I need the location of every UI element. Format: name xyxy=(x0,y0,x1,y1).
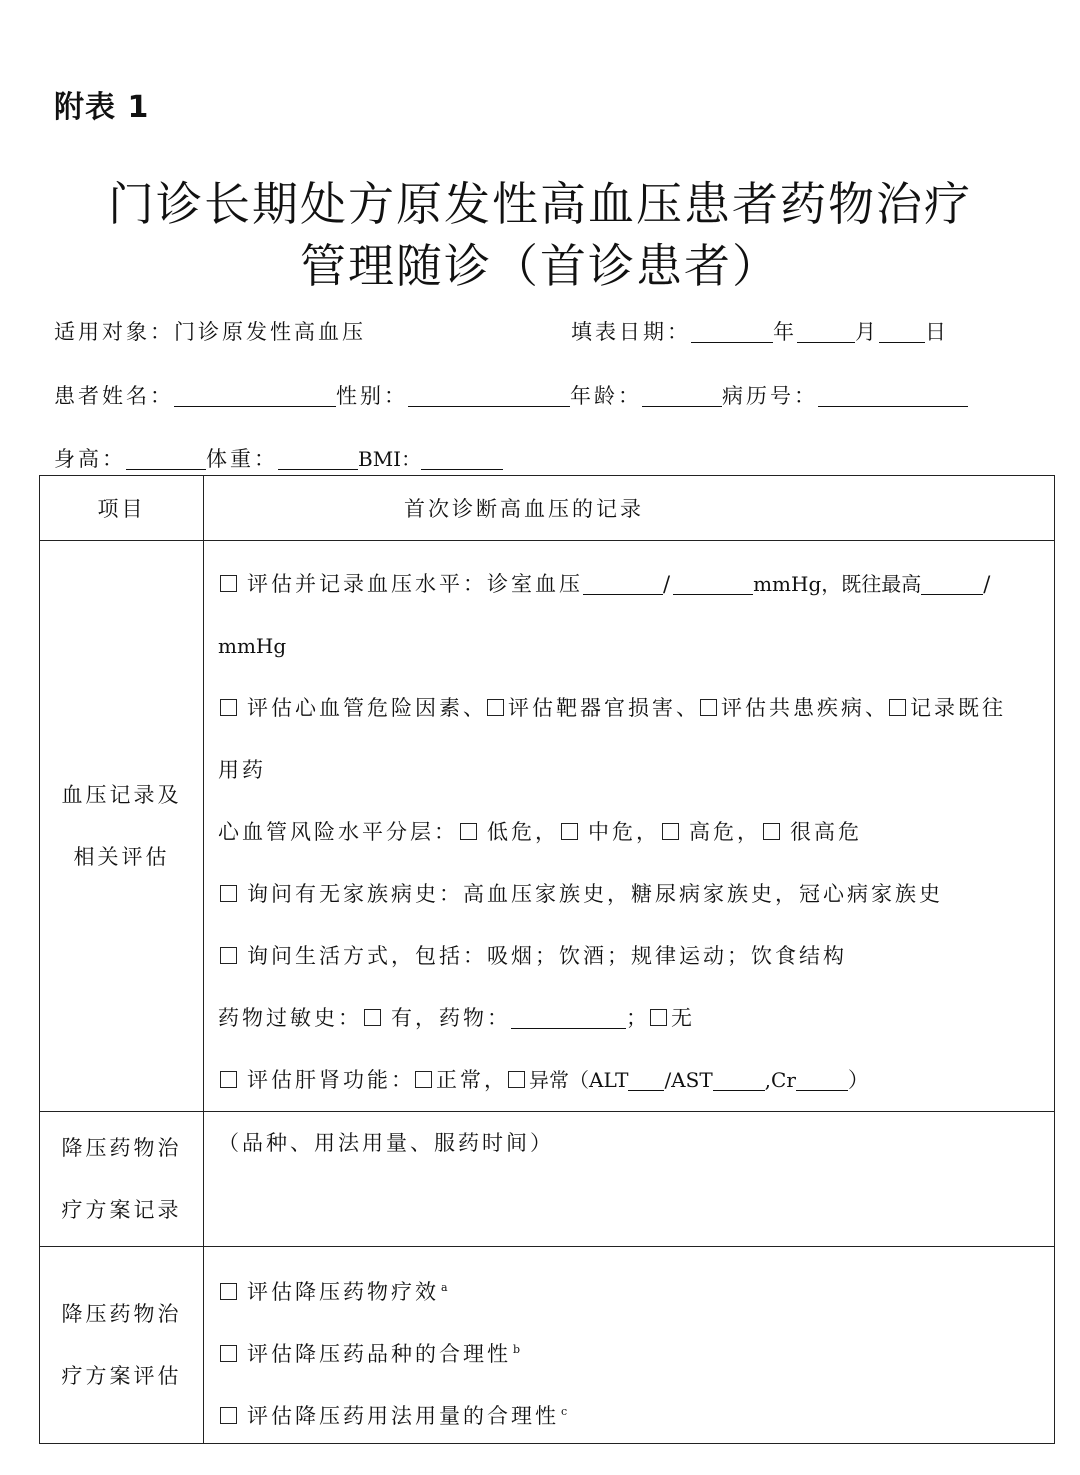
footnote-b: b xyxy=(513,1343,524,1356)
risk-low-checkbox[interactable] xyxy=(460,823,477,840)
footnote-c: c xyxy=(561,1405,571,1418)
max-bp-slash: / xyxy=(983,572,994,596)
table-header-row xyxy=(40,476,1055,541)
risk-low-text: 低危， xyxy=(487,820,559,844)
allergy-no-text: 无 xyxy=(671,1006,695,1030)
eval-dosage-text: 评估降压药用法用量的合理性 xyxy=(247,1404,559,1428)
prior-meds-text: 记录既往 xyxy=(910,696,1006,720)
bp-level-line xyxy=(218,553,1054,615)
prior-meds-checkbox[interactable] xyxy=(889,699,906,716)
eval-dosage-checkbox[interactable] xyxy=(220,1407,237,1424)
bmi-blank[interactable] xyxy=(421,449,503,470)
age-blank[interactable] xyxy=(642,386,722,407)
target-text: 适用对象：门诊原发性高血压 xyxy=(54,320,366,344)
gender-blank[interactable] xyxy=(408,386,570,407)
date-label: 填表日期： xyxy=(571,320,691,344)
bp-slash: / xyxy=(663,572,674,596)
cr-blank[interactable] xyxy=(796,1070,848,1091)
normal-checkbox[interactable] xyxy=(415,1071,432,1088)
allergy-line xyxy=(218,987,1054,1049)
date-field xyxy=(571,316,949,346)
year-blank[interactable] xyxy=(691,322,773,343)
header-item: 项目 xyxy=(97,497,146,521)
followup-table xyxy=(39,475,1055,1444)
section-eval-content xyxy=(204,1247,1055,1444)
target-organ-checkbox[interactable] xyxy=(487,699,504,716)
record-no-blank[interactable] xyxy=(818,386,968,407)
normal-text: 正常， xyxy=(436,1068,508,1092)
section-plan-content xyxy=(204,1112,1055,1247)
eval-dosage-line xyxy=(218,1381,1054,1443)
family-history-line xyxy=(218,863,1054,925)
section-bp-content xyxy=(204,541,1055,1112)
office-bp-sys-blank[interactable] xyxy=(583,574,663,595)
abnormal-alt-text: 异常（ALT xyxy=(529,1068,629,1092)
eval-variety-checkbox[interactable] xyxy=(220,1345,237,1362)
allergy-no-checkbox[interactable] xyxy=(650,1009,667,1026)
eval-efficacy-checkbox[interactable] xyxy=(220,1283,237,1300)
lifestyle-line xyxy=(218,925,1054,987)
page-title-line-2: 管理随诊（首诊患者） xyxy=(300,239,780,293)
section-plan-label xyxy=(40,1112,204,1247)
age-label: 年龄： xyxy=(570,384,642,408)
liver-kidney-checkbox[interactable] xyxy=(220,1071,237,1088)
comorbid-text: 评估共患疾病、 xyxy=(721,696,889,720)
allergy-drug-blank[interactable] xyxy=(511,1008,626,1029)
section-eval-label xyxy=(40,1247,204,1444)
allergy-label: 药物过敏史： xyxy=(218,1006,362,1030)
bmi-label: BMI： xyxy=(358,447,422,471)
section-eval-label-2: 疗方案评估 xyxy=(61,1364,182,1388)
height-blank[interactable] xyxy=(126,449,206,470)
month-blank[interactable] xyxy=(797,322,855,343)
lifestyle-text: 询问生活方式，包括：吸烟；饮酒；规律运动；饮食结构 xyxy=(247,944,847,968)
mmhg-unit: mmHg xyxy=(218,634,287,658)
patient-info-row xyxy=(54,380,968,410)
risk-mid-checkbox[interactable] xyxy=(561,823,578,840)
section-eval-row xyxy=(40,1247,1055,1444)
day-blank[interactable] xyxy=(879,322,925,343)
risk-label: 心血管风险水平分层： xyxy=(218,820,458,844)
max-bp-sys-blank[interactable] xyxy=(921,574,983,595)
footnote-a: a xyxy=(441,1281,451,1294)
appendix-label: 附表 1 xyxy=(54,90,150,125)
mmhg-max-text: mmHg，既往最高 xyxy=(753,572,922,596)
eval-efficacy-line xyxy=(218,1257,1054,1319)
cr-text: ,Cr xyxy=(764,1068,796,1092)
eval-efficacy-text: 评估降压药物疗效 xyxy=(247,1280,439,1304)
ast-blank[interactable] xyxy=(713,1070,765,1091)
section-bp-label-2: 相关评估 xyxy=(73,845,170,869)
abnormal-checkbox[interactable] xyxy=(508,1071,525,1088)
alt-blank[interactable] xyxy=(628,1070,664,1091)
page-title-line-1: 门诊长期处方原发性高血压患者药物治疗 xyxy=(108,177,972,231)
target-organ-text: 评估靶器官损害、 xyxy=(508,696,700,720)
section-bp-label-1: 血压记录及 xyxy=(61,783,182,807)
assessment-line xyxy=(218,677,1054,739)
header-item-cell xyxy=(40,476,204,541)
gender-label: 性别： xyxy=(336,384,408,408)
risk-very-high-text: 很高危 xyxy=(790,820,862,844)
risk-very-high-checkbox[interactable] xyxy=(763,823,780,840)
allergy-yes-text: 有，药物： xyxy=(391,1006,511,1030)
eval-variety-text: 评估降压药品种的合理性 xyxy=(247,1342,511,1366)
allergy-yes-checkbox[interactable] xyxy=(364,1009,381,1026)
cv-factors-text: 评估心血管危险因素、 xyxy=(247,696,487,720)
weight-blank[interactable] xyxy=(278,449,358,470)
bp-level-text: 评估并记录血压水平：诊室血压 xyxy=(247,572,583,596)
close-paren: ） xyxy=(847,1068,872,1092)
bp-level-checkbox[interactable] xyxy=(220,575,237,592)
weight-label: 体重： xyxy=(206,447,278,471)
liver-kidney-line xyxy=(218,1049,1054,1111)
office-bp-dia-blank[interactable] xyxy=(673,574,753,595)
header-record: 首次诊断高血压的记录 xyxy=(404,497,644,521)
risk-high-text: 高危， xyxy=(689,820,761,844)
day-label: 日 xyxy=(925,320,949,344)
section-plan-label-2: 疗方案记录 xyxy=(61,1198,182,1222)
plan-hint: （品种、用法用量、服药时间） xyxy=(218,1131,554,1155)
ast-text: /AST xyxy=(664,1068,713,1092)
family-history-checkbox[interactable] xyxy=(220,885,237,902)
section-plan-label-1: 降压药物治 xyxy=(61,1136,182,1160)
prior-meds-cont: 用药 xyxy=(218,758,266,782)
comorbid-checkbox[interactable] xyxy=(700,699,717,716)
liver-kidney-text: 评估肝肾功能： xyxy=(247,1068,415,1092)
month-label: 月 xyxy=(855,320,879,344)
section-bp-label xyxy=(40,541,204,1112)
year-label: 年 xyxy=(773,320,797,344)
lifestyle-checkbox[interactable] xyxy=(220,947,237,964)
allergy-semicolon: ； xyxy=(626,1006,650,1030)
height-label: 身高： xyxy=(54,447,126,471)
cv-factors-checkbox[interactable] xyxy=(220,699,237,716)
section-bp-row xyxy=(40,541,1055,1112)
section-plan-row xyxy=(40,1112,1055,1247)
risk-high-checkbox[interactable] xyxy=(662,823,679,840)
risk-mid-text: 中危， xyxy=(588,820,660,844)
eval-variety-line xyxy=(218,1319,1054,1381)
risk-line xyxy=(218,801,1054,863)
family-history-text: 询问有无家族病史：高血压家族史，糖尿病家族史，冠心病家族史 xyxy=(247,882,943,906)
header-record-cell xyxy=(204,476,1055,541)
patient-name-blank[interactable] xyxy=(174,386,336,407)
section-eval-label-1: 降压药物治 xyxy=(61,1302,182,1326)
record-no-label: 病历号： xyxy=(722,384,818,408)
body-metrics-row xyxy=(54,443,503,473)
patient-name-label: 患者姓名： xyxy=(54,384,174,408)
